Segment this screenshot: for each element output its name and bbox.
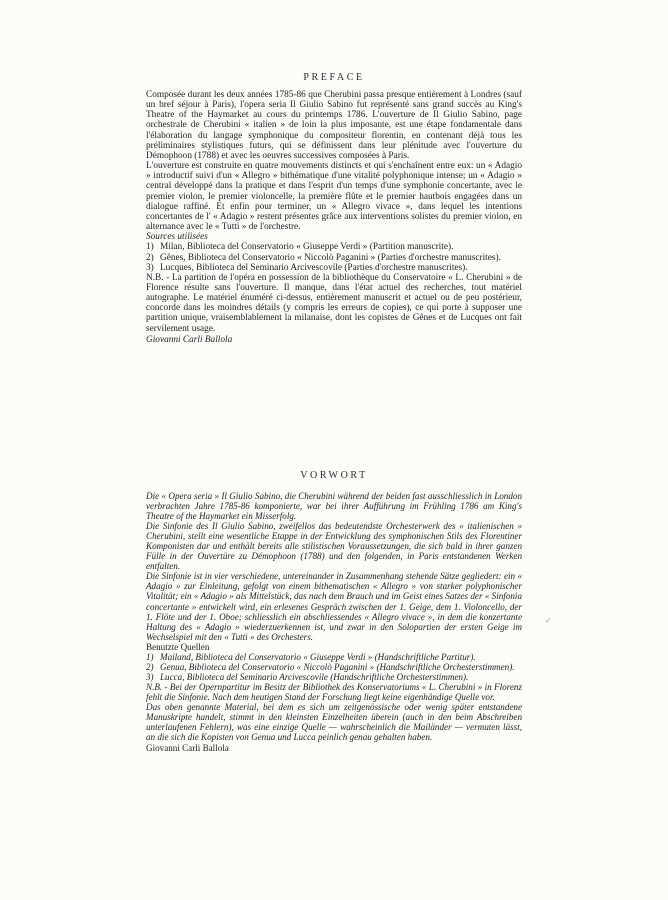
source-number: 3) [146,262,154,273]
source-text: Lucca, Biblioteca del Seminario Arcivescovile (Handschriftliche Orchesterstimmen). [160,671,469,682]
preface-source-1 [146,242,522,252]
vorwort-paragraph-3: Die Sinfonie ist in vier verschiedene, untereinander in Zusammenhang stehende Sätze gegliedert: ein « Adagio » zur Einleitung, gefolgt von einem bithematischen « Allegro » von starker polyphonischer Vitalität; ein « Adagio » als Mittelstück, das nach dem Brauch und im Geist eines Satzes der « Sinfonia concertante » entwickelt wird, ein erlesenes Gespräch zwischen der 1. Geige, dem 1. Violoncello, der 1. Flöte und der 1. Oboe; schliesslich ein abschliessendes « Allegro vivace », in dem die konzertante Haltung des « Adagio » wiederzuerkennen ist, und zwar in den Solopartien der ersten Geige im Wechselspiel mit den « Tutti » des Orchesters. [146,571,522,642]
source-text: Gênes, Biblioteca del Conservatorio « Niccolò Paganini » (Parties d'orchestre manuscrites). [160,252,501,263]
vorwort-paragraph-1: Die « Opera seria » Il Giulio Sabino, die Cherubini während der beiden fast ausschliesslich in London verbrachten Jahre 1785-86 komponierte, war bei ihrer Aufführung im Frühling 1786 am King's Theatre of the Haymarket ein Misserfolg. [146,491,522,522]
preface-heading: PREFACE [303,72,365,83]
vorwort-sources-title: Benutzte Quellen [146,641,210,652]
source-text: Lucques, Biblioteca del Seminario Arcivescovile (Parties d'orchestre manuscrites). [160,262,468,273]
vorwort-source-1 [146,652,522,662]
preface-signature: Giovanni Carli Ballola [146,334,233,345]
vorwort-heading: VORWORT [300,470,368,481]
vorwort-source-2 [146,662,522,672]
source-text: Mailand, Biblioteca del Conservatorio « Giuseppe Verdi » (Handschriftliche Partitur). [160,651,476,662]
source-text: Genua, Biblioteca del Conservatorio « Niccolò Paganini » (Handschriftliche Orchesterstimmen). [160,661,515,672]
vorwort-source-3 [146,672,522,682]
preface-section [146,90,522,345]
source-text: Milan, Biblioteca del Conservatorio « Giuseppe Verdi » (Partition manuscrite). [160,242,454,253]
vorwort-paragraph-4: Das oben genannte Material, bei dem es sich um zeitgenössische oder wenig später entstandene Manuskripte handelt, stimmt in den kleinsten Einzelheiten überein (auch in den beim Abschreiben unterlaufenen Fehlern), was eine einzige Quelle — wahrscheinlich die Mailänder — vermuten lässt, an die sich die Kopisten von Genua und Lucca peinlich genau gehalten haben. [146,701,522,743]
vorwort-note: N.B. - Bei der Opernpartitur im Besitz der Bibliothek des Konservatoriums « L. Cherubini » in Florenz fehlt die Sinfonie. Nach dem heutigen Stand der Forschung liegt keine eigenhändige Quelle vor. [146,681,522,702]
preface-note: N.B. - La partition de l'opéra en possession de la bibliothèque du Conservatoire « L. Cherubini » de Florence résulte sans l'ouverture. Il manque, dans l'état actuel des recherches, tout matériel autographe. Le matériel énuméré ci-dessus, entièrement manuscrit et actuel ou de peu postérieur, concorde dans les moindres détails (y compris les erreurs de copies), ce qui porte à supposer une partition unique, vraisemblablement la milanaise, dont les copistes de Gênes et de Lucques ont fait servilement usage. [146,272,522,334]
source-number: 1) [146,651,154,662]
vorwort-section [146,491,522,753]
preface-sources-title: Sources utilisées [146,232,208,243]
preface-paragraph-1: Composée durant les deux années 1785-86 que Cherubini passa presque entièrement à Londres (sauf un bref séjour à Paris), l'opera seria Il Giulio Sabino fut représenté sans grand succès au King's Theatre of the Haymarket au cours du printemps 1786. L'ouverture de Il Giulio Sabino, page orchestrale de Cherubini « italien » de loin la plus imposante, est une étape fondamentale dans l'élaboration du langage symphonique du compositeur florentin, en contenant déjà tous les préliminaires stylistiques futurs, qui se définissent dans leur plénitude avec l'ouverture du Démophoon (1788) et avec les oeuvres successives composées à Paris. [146,90,522,161]
preface-source-2 [146,253,522,263]
vorwort-paragraph-2: Die Sinfonie des Il Giulio Sabino, zweifellos das bedeutendste Orchesterwerk des « italienischen » Cherubini, stellt eine wesentliche Etappe in der Entwicklung des symphonischen Stils des Florentiner Komponisten dar und enthält bereits alle stilistischen Voraussetzungen, die sich bald in ihrer ganzen Fülle in der Ouvertüre zu Démophoon (1788) und den folgenden, in Paris entstandenen Werken entfalten. [146,521,522,572]
preface-paragraph-2: L'ouverture est construite en quatre mouvements distincts et qui s'enchaînent entre eux: un « Adagio » introductif suivi d'un « Allegro » bithématique d'une vitalité polyphonique intense; un « Adagio » central développé dans la pratique et dans l'esprit d'un temps d'une symphonie concertante, avec le premier violon, le premier violoncelle, la première flûte et le premier hautbois engagées dans un dialogue raffiné. Et enfin pour terminer, un « Allegro vivace », dans lequel les intentions concertantes de l' « Adagio » restent présentes grâce aux interventions solistes du premier violon, en alternance avec le « Tutti » de l'orchestre. [146,161,522,233]
source-number: 2) [146,661,154,672]
source-number: 3) [146,671,154,682]
margin-check-mark: ✓ [545,616,552,625]
vorwort-signature: Giovanni Carli Ballola [146,743,229,754]
preface-source-3 [146,263,522,273]
source-number: 1) [146,242,154,253]
source-number: 2) [146,252,154,263]
